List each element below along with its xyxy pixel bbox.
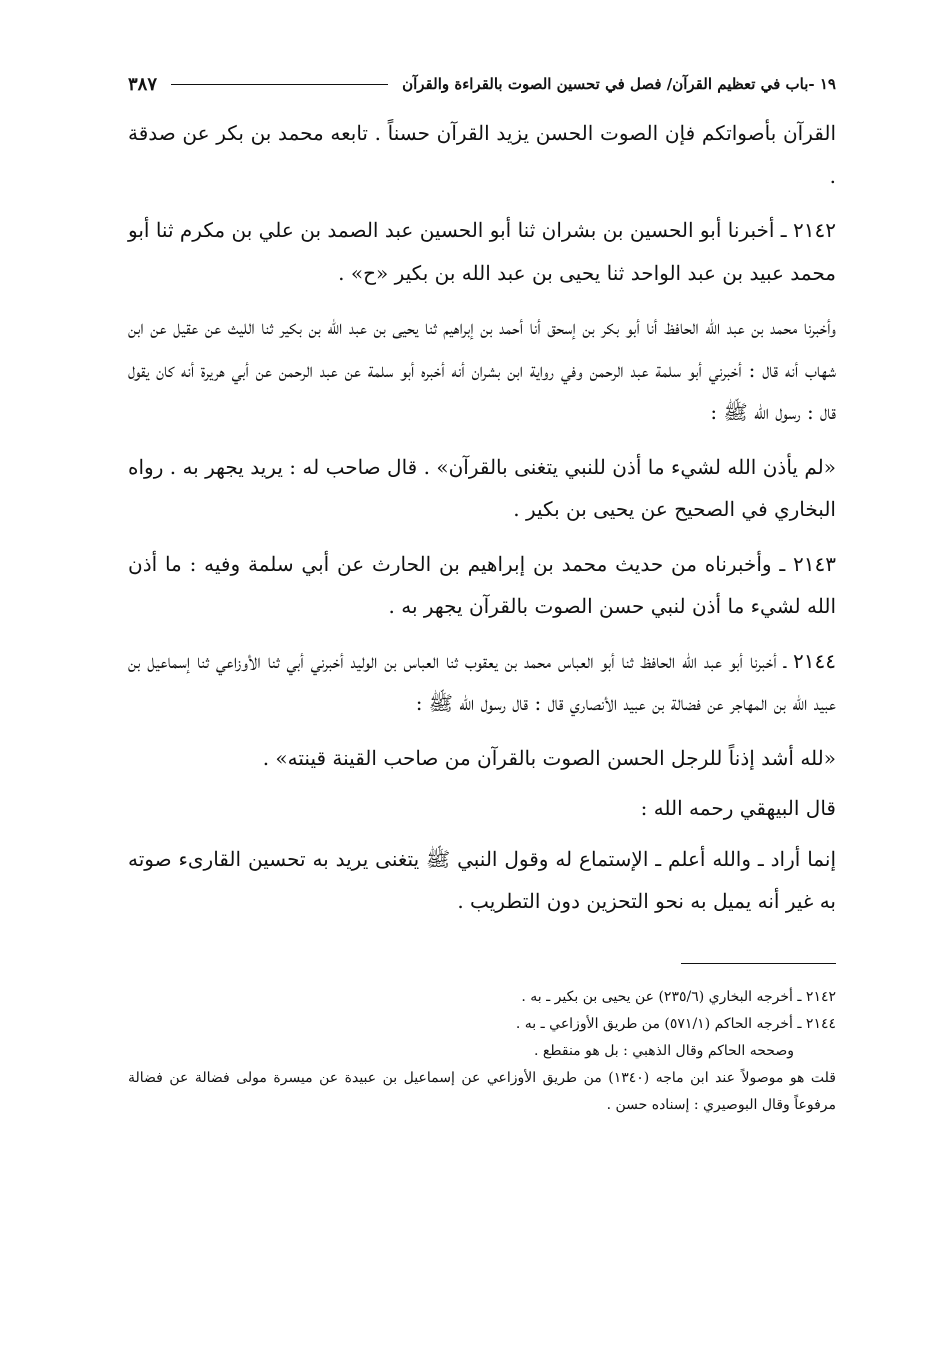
paragraph-1: القرآن بأصواتكم فإن الصوت الحسن يزيد القرآن حسناً . تابعه محمد بن بكر عن صدقة . (128, 121, 836, 188)
hadith-quote-2: «لله أشد إذناً للرجل الحسن الصوت بالقرآن من صاحب القينة قينته» . (262, 745, 836, 770)
hadith-2142: ٢١٤٢ ـ أخبرنا أبو الحسين بن بشران ثنا أبو الحسين عبد الصمد بن علي بن مكرم ثنا أبو محمد عبيد بن عبد الواحد ثنا يحيى بن عبد الله بن بكير «ح» . (128, 218, 836, 285)
header-rule (171, 84, 388, 85)
footnote-2142: ٢١٤٢ ـ أخرجه البخاري (٢٣٥/٦) عن يحيى بن بكير ـ به . (521, 988, 836, 1005)
paragraph-isnad: وأخبرنا محمد بن عبد الله الحافظ أنا أبو بكر بن إسحق أنا أحمد بن إبراهيم ثنا يحيى بن عبد الله بن بكير ثنا الليث عن عقيل عن ابن شهاب أنه قال : أخبرني أبو سلمة عبد الرحمن وفي رواية ابن بشران أنه أخبره أبو سلمة عن عبد الرحمن عن أبي هريرة أنه كان يقول قال : رسول الله ﷺ : (128, 315, 836, 424)
page-number: ٣٨٧ (128, 73, 158, 95)
running-header (128, 66, 836, 102)
footnote-ibn-majah-note: قلت هو موصولاً عند ابن ماجه (١٣٤٠) من طريق الأوزاعي عن إسماعيل بن عبيدة عن ميسرة مولى فضالة عن فضالة مرفوعاً وقال البوصيري : إسناده حسن . (128, 1069, 837, 1113)
hadith-2143: ٢١٤٣ ـ وأخبرناه من حديث محمد بن إبراهيم بن الحارث عن أبي سلمة وفيه : ما أذن الله لشيء ما أذن لنبي حسن الصوت بالقرآن يجهر به . (128, 551, 836, 618)
bayhaqi-heading: قال البيهقي رحمه الله : (640, 796, 836, 820)
footnote-2144: ٢١٤٤ ـ أخرجه الحاكم (٥٧١/١) من طريق الأوزاعي ـ به . (515, 1015, 836, 1032)
book-page (128, 66, 836, 1119)
hadith-quote-1: «لم يأذن الله لشيء ما أذن للنبي يتغنى بالقرآن» . قال صاحب له : يريد يجهر به . رواه البخاري في الصحيح عن يحيى بن بكير . (128, 454, 837, 521)
chapter-title: ١٩ -باب في تعظيم القرآن/ فصل في تحسين الصوت بالقراءة والقرآن (402, 75, 836, 93)
footnote-hakim-note: وصححه الحاكم وقال الذهبي : بل هو منقطع . (534, 1042, 794, 1059)
hadith-2144: ٢١٤٤ ـ أخبرنا أبو عبد الله الحافظ ثنا أبو العباس محمد بن يعقوب ثنا العباس بن الوليد أخبرني أبي ثنا الأوزاعي ثنا إسماعيل بن عبيد الله بن المهاجر عن فضالة بن عبيد الأنصاري قال : قال رسول الله ﷺ : (128, 648, 836, 715)
bayhaqi-comment: إنما أراد ـ والله أعلم ـ الإستماع له وقول النبي ﷺ يتغنى يريد به تحسين القارىء صوته به غير أنه يميل به نحو التحزين دون التطريب . (128, 846, 836, 913)
footnote-separator (681, 963, 836, 964)
